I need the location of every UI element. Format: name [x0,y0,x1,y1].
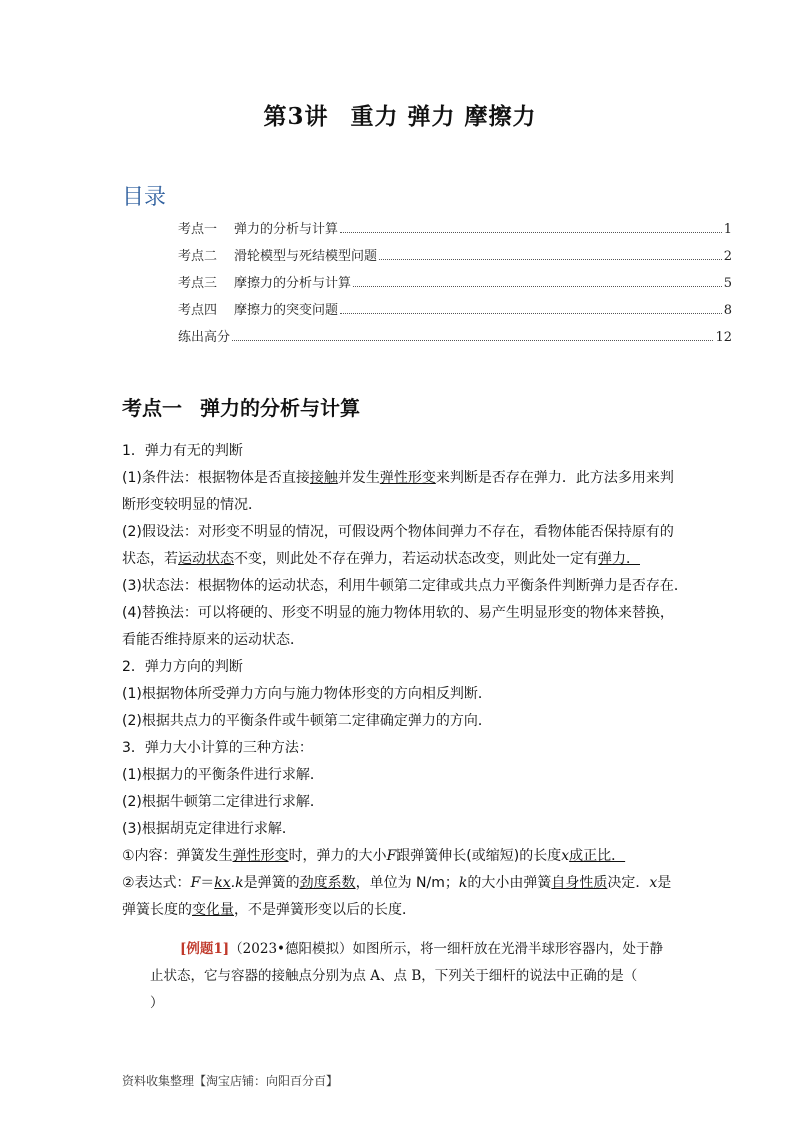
paragraph-line: 断形变较明显的情况． [122,497,262,513]
paragraph-line: (1)根据力的平衡条件进行求解． [122,767,324,783]
keyword: 变化量 [192,902,234,918]
toc-item-page: 12 [715,330,732,345]
toc-item-label: 摩擦力的突变问题 [234,303,339,318]
keyword: 劲度系数 [299,875,356,891]
keyword: 弹性形变 [379,470,436,486]
paragraph-line: 看能否维持原来的运动状态． [122,632,304,648]
subheading: 2．弹力方向的判断 [122,659,243,675]
paragraph-line: ①内容：弹簧发生弹性形变时，弹力的大小F跟弹簧伸长(或缩短)的长度x成正比． [122,848,626,864]
toc-item-number: 考点三 [178,276,218,291]
toc-item-page: 1 [723,222,732,237]
keyword: kx [214,875,231,891]
keyword: 成正比． [569,848,626,864]
table-of-contents [178,218,732,353]
section-number: 考点一 [122,396,182,420]
paragraph-line: (1)根据物体所受弹力方向与施力物体形变的方向相反判断． [122,686,492,702]
section-body [122,438,688,924]
toc-item[interactable] [178,218,732,245]
paragraph-line: (1)条件法：根据物体是否直接接触并发生弹性形变来判断是否存在弹力．此方法多用来判 [122,470,674,486]
paragraph-line: (3)状态法：根据物体的运动状态，利用牛顿第二定律或共点力平衡条件判断弹力是否存在． [122,578,688,594]
toc-heading: 目录 [122,185,167,210]
example-line: [例题1]（2023•德阳模拟）如图所示，将一细杆放在光滑半球形容器内，处于静 [150,936,710,963]
toc-leader-dots [379,258,722,260]
toc-leader-dots [340,312,722,314]
toc-item-number: 考点四 [178,303,218,318]
toc-item-label: 弹力的分析与计算 [234,222,339,237]
keyword: 弹性形变 [232,848,289,864]
paragraph-line: 弹簧长度的变化量，不是弹簧形变以后的长度． [122,902,416,918]
paragraph-line: (2)根据牛顿第二定律进行求解． [122,794,324,810]
toc-leader-dots [232,339,713,341]
keyword: 接触 [309,470,338,486]
toc-item-label: 摩擦力的分析与计算 [234,276,352,291]
toc-leader-dots [340,231,722,233]
section-heading [122,392,360,421]
section-title: 弹力的分析与计算 [200,396,360,420]
paragraph-line: (3)根据胡克定律进行求解． [122,821,296,837]
paragraph-line: 状态，若运动状态不变，则此处不存在弹力，若运动状态改变，则此处一定有弹力． [122,551,640,567]
toc-item-number: 考点一 [178,222,218,237]
footer-note: 资料收集整理【淘宝店铺：向阳百分百】 [122,1074,339,1088]
keyword: 运动状态 [178,551,234,567]
toc-item[interactable] [178,326,732,353]
lecture-topic: 重力 弹力 摩擦力 [350,103,537,130]
toc-item-label: 滑轮模型与死结模型问题 [234,249,378,264]
keyword: 弹力． [598,551,640,567]
toc-item-page: 2 [723,249,732,264]
paragraph-line: (2)假设法：对形变不明显的情况，可假设两个物体间弹力不存在，看物体能否保持原有的 [122,524,674,540]
toc-item[interactable] [178,245,732,272]
subheading: 3．弹力大小计算的三种方法： [122,740,313,756]
toc-item[interactable] [178,299,732,326]
toc-item-label: 练出高分 [178,330,231,345]
example-tag: [例题1] [180,941,230,957]
subheading: 1．弹力有无的判断 [122,443,243,459]
page-title [0,98,800,131]
toc-item[interactable] [178,272,732,299]
paragraph-line: (2)根据共点力的平衡条件或牛顿第二定律确定弹力的方向． [122,713,492,729]
lecture-number: 第3讲 [263,103,329,130]
example-line: ） [150,995,164,1011]
toc-leader-dots [353,285,722,287]
example-line: 止状态，它与容器的接触点分别为点 A、点 B，下列关于细杆的说法中正确的是（ [150,968,638,984]
keyword: 自身性质 [551,875,608,891]
toc-item-number: 考点二 [178,249,218,264]
example-problem [150,936,710,1017]
paragraph-line: ②表达式：F＝kx.k是弹簧的劲度系数，单位为 N/m；k的大小由弹簧自身性质决定．x是 [122,875,672,891]
paragraph-line: (4)替换法：可以将硬的、形变不明显的施力物体用软的、易产生明显形变的物体来替换， [122,605,674,621]
toc-item-page: 5 [723,276,732,291]
toc-item-page: 8 [723,303,732,318]
